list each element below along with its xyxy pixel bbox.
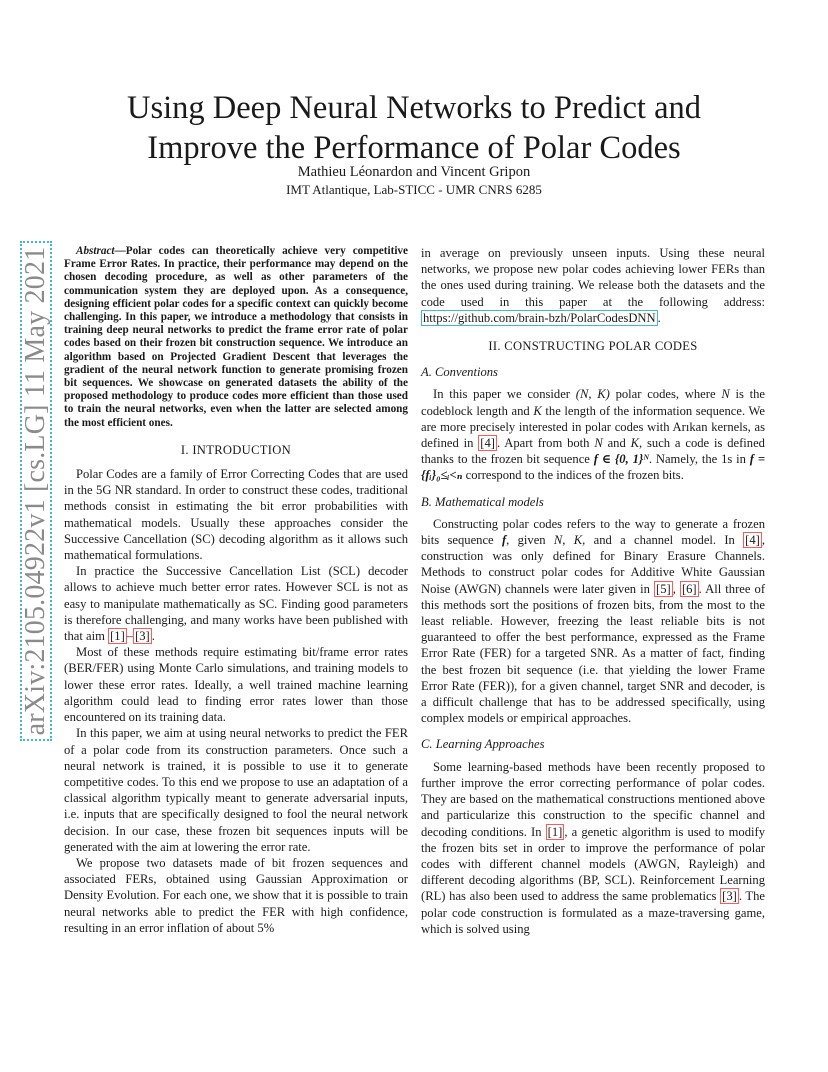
title-line-1: Using Deep Neural Networks to Predict and <box>126 89 702 126</box>
conv-text-6: and <box>602 436 631 451</box>
intro-paragraph-1: Polar Codes are a family of Error Correcting Codes that are used in the 5G NR standard. In order to construct these codes, traditional methods consist in estimating the bit error probabilities with mathematical models. Usually these approaches consider the Successive Cancellation (SC) decoding algorithm as it allows such mathematical formulations. <box>64 467 408 563</box>
conv-text-8: . Namely, the 1s in <box>648 452 750 467</box>
mm-math-n: N <box>553 533 563 548</box>
citation-link-6[interactable]: [6] <box>681 581 697 596</box>
citation-link-1-b[interactable]: [1] <box>547 824 563 839</box>
math-f: f <box>501 533 507 548</box>
math-nk: (N, K) <box>575 387 610 402</box>
conventions-paragraph <box>421 386 765 483</box>
conv-text-9: correspond to the indices of the frozen bits. <box>462 468 684 483</box>
citation-link-4[interactable]: [4] <box>480 436 495 451</box>
math-n-2: N <box>594 436 603 451</box>
subsection-math-models: B. Mathematical models <box>421 494 544 509</box>
learn-text-1: Some learning-based methods have been recently proposed to further improve the error correcting performance of polar codes. They are based on the mathematical constructions mentioned above and particularize this construction to the specific channel and decoding conditions. In <box>421 759 765 839</box>
arxiv-stamp: arXiv:2105.04922v1 [cs.LG] 11 May 2021 <box>20 246 51 736</box>
mm-math-k: K <box>573 533 583 548</box>
section-heading-constructing: II. CONSTRUCTING POLAR CODES <box>488 339 698 354</box>
math-k: K <box>533 403 542 418</box>
citation-link-3-b[interactable]: [3] <box>722 889 737 904</box>
intro-p2-end: . <box>151 629 155 644</box>
citation-link-3[interactable]: [3] <box>135 629 150 644</box>
conv-text-1: In this paper we consider <box>433 387 576 402</box>
conv-text-3: is the codeblock length and <box>421 387 766 418</box>
authors: Mathieu Léonardon and Vincent Gripon <box>297 164 531 180</box>
math-frozen-set: f ∈ {0, 1}ᴺ <box>593 452 649 467</box>
learning-paragraph <box>421 759 765 937</box>
abstract-label: Abstract <box>76 245 115 257</box>
math-frozen-seq: f = {fᵢ}₀≤ᵢ<ₙ <box>421 452 766 483</box>
github-link[interactable]: https://github.com/brain-bzh/PolarCodesDNN <box>423 310 656 325</box>
affiliation: IMT Atlantique, Lab-STICC - UMR CNRS 6285 <box>286 182 542 197</box>
mm-text-6: , <box>672 581 680 596</box>
math-n: N <box>721 387 730 402</box>
section-heading-introduction: I. INTRODUCTION <box>180 442 292 457</box>
citation-link-4-b[interactable]: [4] <box>745 533 760 548</box>
math-k-2: K <box>630 436 639 451</box>
mm-text-5: , construction was only defined for Binary Erasure Channels. Methods to construct polar codes for Additive White Gaussian Noise (AWGN) channels were later given in <box>421 533 765 596</box>
paper-title <box>60 88 768 168</box>
mm-text-1: Constructing polar codes refers to the way to generate a frozen bits sequence <box>421 516 765 548</box>
intro-continuation <box>421 245 765 326</box>
intro-p2-text: In practice the Successive Cancellation List (SCL) decoder allows to achieve much better error rates. However SCL is not as easy to manipulate mathematically as SC. Finding good parameters is therefore challenging, and many works have been published with that aim <box>64 564 408 644</box>
intro-paragraph-5: We propose two datasets made of bit frozen sequences and associated FERs, obtained using Gaussian Approximation or Density Evolution. For each one, we show that it is possible to train neural networks able to predict the FER with high confidence, resulting in an error inflation of about 5% <box>64 855 408 935</box>
intro-paragraph-4: In this paper, we aim at using neural networks to predict the FER of a polar code from its construction parameters. Once such a neural network is trained, it is possible to use it to generate competitive codes. To this end we propose to use an adaptation of a classical algorithm typically meant to generate adversarial inputs, i.e. inputs that are specifically designed to fool the neural network decision. In our case, these frozen bit sequences inputs will be generated with the aim at lowering the error rate. <box>64 726 408 854</box>
learn-text-3: . The polar code construction is formulated as a maze-traversing game, which is solved using <box>421 889 765 936</box>
citation-link-1[interactable]: [1] <box>110 629 125 644</box>
subsection-learning: C. Learning Approaches <box>421 737 545 752</box>
math-models-paragraph <box>421 516 765 727</box>
intro-paragraph-3: Most of these methods require estimating bit/frame error rates (BER/FER) using Monte Carlo simulations, and training models to lower these error rates. Ideally, a well trained machine learning algorithm could lead to finding error rates lower than those encountered on its training data. <box>64 645 408 725</box>
conv-text-4: the length of the information sequence. We are more precisely interested in polar codes with Arıkan kernels, as defined in <box>421 403 765 451</box>
mm-text-4: , and a channel model. In <box>582 533 744 548</box>
intro-cont-text: in average on previously unseen inputs. Using these neural networks, we propose new polar codes achieving lower FERs than the ones used during training. We release both the datasets and the code used in this paper at the following address: <box>421 246 765 309</box>
conv-text-2: polar codes, where <box>609 387 722 402</box>
subsection-conventions: A. Conventions <box>421 365 498 380</box>
mm-text-2: , given <box>506 533 554 548</box>
intro-p2-dash: – <box>126 629 134 644</box>
title-line-2: Improve the Performance of Polar Codes <box>147 129 681 166</box>
abstract <box>64 245 408 430</box>
intro-paragraph-2 <box>64 563 408 644</box>
left-column <box>64 245 408 936</box>
conv-text-5: . Apart from both <box>496 436 595 451</box>
citation-link-5[interactable]: [5] <box>656 581 671 596</box>
intro-cont-end: . <box>657 310 661 325</box>
abstract-text: —Polar codes can theoretically achieve very competitive Frame Error Rates. In practice, their performance may depend on the chosen decoding procedure, as well as other parameters of the communication system they are deployed upon. As a consequence, designing efficient polar codes for a specific context can quickly become challenging. In this paper, we introduce a methodology that consists in training deep neural networks to predict the frame error rate of polar codes based on their frozen bit construction sequence. We introduce an algorithm based on Projected Gradient Descent that leverages the gradient of the neural network function to generate promising frozen bit sequences. We showcase on generated datasets the ability of the proposed methodology to produce codes more efficient than those used to train the neural networks, even when the latter are selected among the most efficient ones. <box>64 245 408 429</box>
learn-text-2: , a genetic algorithm is used to modify the frozen bits set in order to improve the performance of polar codes with different channel models (AWGN, Rayleigh) and different decoding algorithms (BP, SCL). Reinforcement Learning (RL) has also been used to address the same problematics <box>421 824 765 904</box>
mm-text-3: , <box>562 533 574 548</box>
mm-text-7: . All three of this methods sort the positions of frozen bits, from the most to the least reliable. However, freezing the least reliable bits is not guaranteed to offer the best performance, expressed as the Frame Error Rate (FER) for a targeted SNR. As a matter of fact, finding the best frozen bit sequence (i.e. that yielding the lower Frame Error Rate (FER)), for a given channel, target SNR and decoder, is a difficult challenge that has to be addressed specifically, using complex models or empirical approaches. <box>421 581 766 726</box>
right-column <box>421 245 765 937</box>
conv-text-7: , such a code is defined thanks to the frozen bit sequence <box>421 436 765 467</box>
